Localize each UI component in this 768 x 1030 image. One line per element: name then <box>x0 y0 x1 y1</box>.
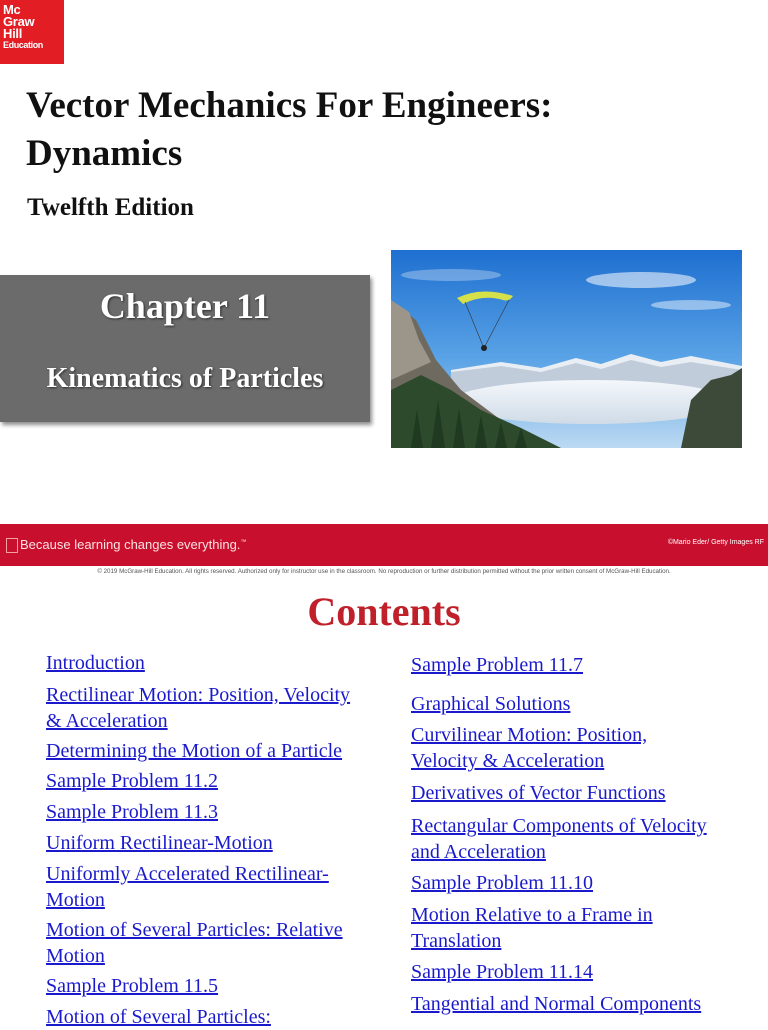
toc-link-line: Velocity & Acceleration <box>411 750 605 772</box>
toc-link[interactable] <box>46 682 350 734</box>
toc-link-line: Curvilinear Motion: Position, <box>411 724 648 746</box>
book-title <box>26 82 552 178</box>
tagline-text: Because learning changes everything. <box>20 537 241 552</box>
toc-link[interactable] <box>46 973 218 999</box>
toc-link[interactable] <box>411 780 666 806</box>
chapter-title: Kinematics of Particles <box>46 363 324 394</box>
edition-label: Twelfth Edition <box>27 194 194 221</box>
toc-link-line: & Acceleration <box>46 710 168 732</box>
toc-link-line: Uniform Rectilinear-Motion <box>46 832 273 854</box>
toc-link-line: Tangential and Normal Components <box>411 993 702 1015</box>
book-icon <box>6 538 18 553</box>
toc-link-line: Sample Problem 11.14 <box>411 961 594 983</box>
toc-link[interactable] <box>411 813 707 865</box>
toc-link-line: Sample Problem 11.7 <box>411 654 584 676</box>
mcgraw-hill-logo <box>0 0 64 64</box>
toc-link[interactable] <box>411 870 593 896</box>
toc-link-line: Motion <box>46 945 105 967</box>
toc-link[interactable] <box>46 799 218 825</box>
footer-bar <box>0 524 768 566</box>
toc-link-line: Motion of Several Particles: Relative <box>46 919 343 941</box>
toc-link-line: Uniformly Accelerated Rectilinear- <box>46 863 329 885</box>
chapter-banner <box>0 275 370 422</box>
toc-link[interactable] <box>46 768 218 794</box>
photo-credit: ©Mario Eder/ Getty Images RF <box>667 539 764 546</box>
toc-link-line: Determining the Motion of a Particle <box>46 740 343 762</box>
toc-link-line: Rectangular Components of Velocity <box>411 815 707 837</box>
toc-link[interactable] <box>411 991 701 1017</box>
logo-line: Education <box>3 40 43 50</box>
toc-link-line: Rectilinear Motion: Position, Velocity <box>46 684 351 706</box>
contents-heading: Contents <box>307 589 461 634</box>
toc-link-line: Sample Problem 11.5 <box>46 975 219 997</box>
toc-link[interactable] <box>411 722 647 774</box>
paraglider-photo <box>391 250 742 448</box>
toc-link-line: Sample Problem 11.10 <box>411 872 594 894</box>
logo-line: Graw <box>3 14 35 29</box>
toc-link-line: Graphical Solutions <box>411 693 571 715</box>
toc-link-line: Motion of Several Particles: <box>46 1006 271 1028</box>
toc-link[interactable] <box>46 861 329 913</box>
toc-link-line: Sample Problem 11.3 <box>46 801 219 823</box>
toc-link[interactable] <box>46 738 342 764</box>
toc-link-line: Motion Relative to a Frame in <box>411 904 653 926</box>
book-title-line1: Vector Mechanics For Engineers: <box>26 85 553 126</box>
logo-line: Hill <box>3 26 23 41</box>
toc-link[interactable] <box>46 830 273 856</box>
toc-link-line: Translation <box>411 930 502 952</box>
toc-link[interactable] <box>46 917 343 969</box>
toc-link[interactable] <box>411 902 653 954</box>
toc-link[interactable] <box>411 652 583 678</box>
toc-link[interactable] <box>411 691 570 717</box>
toc-link-line: Motion <box>46 889 105 911</box>
tagline <box>20 537 246 552</box>
toc-link-line: Introduction <box>46 652 145 674</box>
copyright-notice: © 2019 McGraw-Hill Education. All rights reserved. Authorized only for instructor use in the classroom. No reproduction or further distribution permitted without the prior written consent of McGraw-Hill Education. <box>97 568 671 575</box>
book-title-line2: Dynamics <box>26 133 183 174</box>
toc-link[interactable] <box>411 959 593 985</box>
toc-link-line: Derivatives of Vector Functions <box>411 782 666 804</box>
trademark: ™ <box>240 539 247 546</box>
toc-link-line: Sample Problem 11.2 <box>46 770 219 792</box>
logo-line: Mc <box>3 2 21 17</box>
toc-link[interactable] <box>46 1004 271 1030</box>
toc-link-line: and Acceleration <box>411 841 546 863</box>
toc-link[interactable] <box>46 650 145 676</box>
chapter-number: Chapter 11 <box>99 286 271 326</box>
